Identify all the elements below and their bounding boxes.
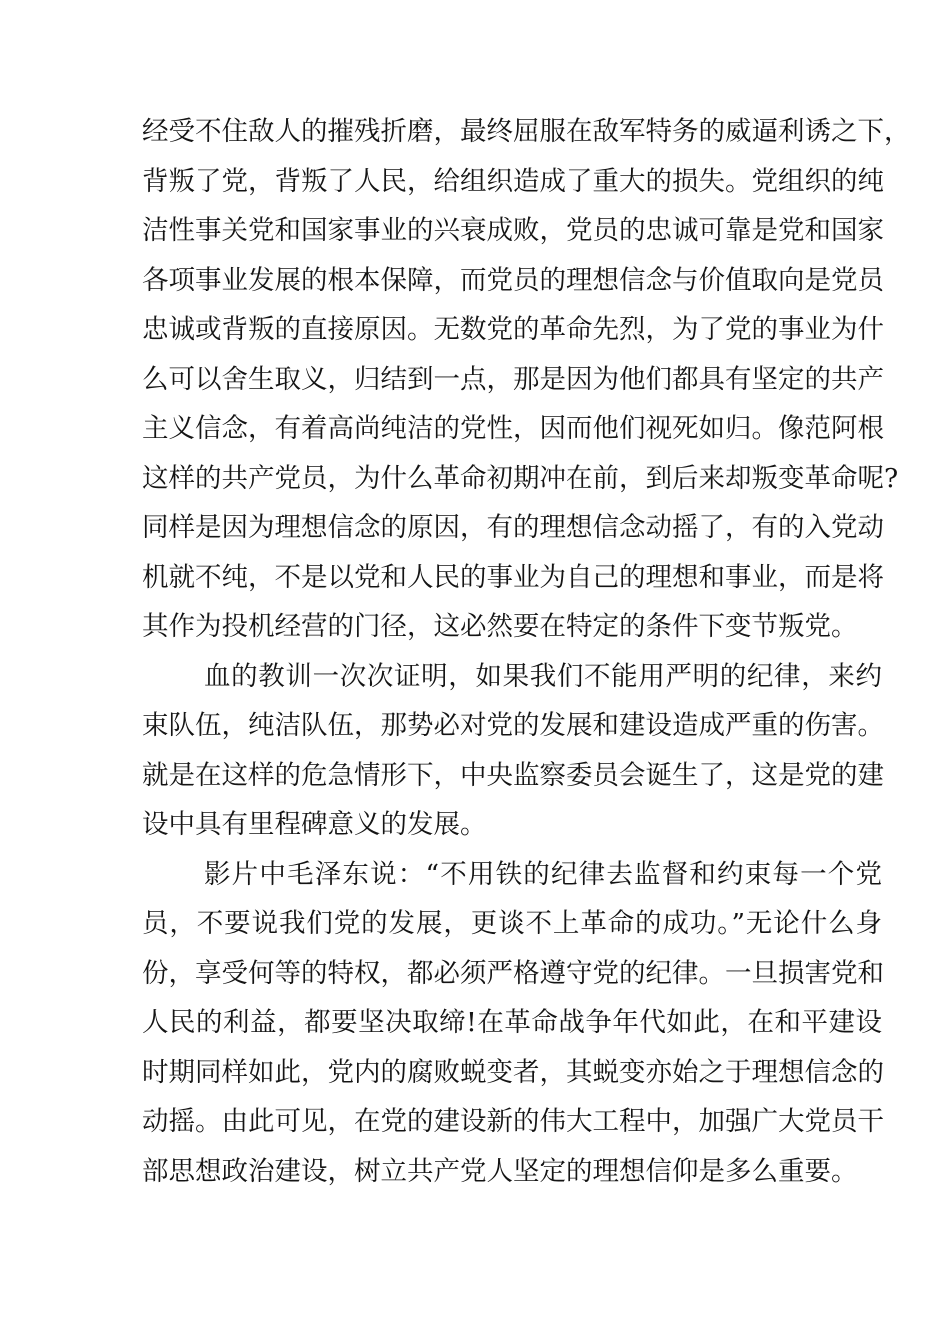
paragraph-1 (142, 107, 911, 652)
text-line: 忠诚或背叛的直接原因。无数党的革命先烈，为了党的事业为什 (142, 314, 884, 345)
text-line: 血的教训一次次证明，如果我们不能用严明的纪律，来约 (204, 660, 882, 692)
text-line: 背叛了党，背叛了人民，给组织造成了重大的损失。党组织的纯 (142, 165, 884, 197)
text-line: 么可以舍生取义，归结到一点，那是因为他们都具有坚定的共产 (142, 363, 884, 395)
text-line: 动摇。由此可见，在党的建设新的伟大工程中，加强广大党员干 (142, 1106, 884, 1137)
text-line: 人民的利益，都要坚决取缔!在革命战争年代如此，在和平建设 (142, 1007, 882, 1038)
text-line: 各项事业发展的根本保障，而党员的理想信念与价值取向是党员 (142, 264, 884, 296)
text-line: 部思想政治建设，树立共产党人坚定的理想信仰是多么重要。 (142, 1155, 858, 1187)
paragraph-2 (142, 652, 882, 850)
text-line: 影片中毛泽东说：“不用铁的纪律去监督和约束每一个党 (204, 858, 882, 890)
body-text (142, 107, 911, 1196)
text-line: 主义信念，有着高尚纯洁的党性，因而他们视死如归。像范阿根 (142, 413, 884, 444)
text-line: 就是在这样的危急情形下，中央监察委员会诞生了，这是党的建 (142, 759, 884, 791)
text-line: 员，不要说我们党的发展，更谈不上革命的成功。”无论什么身 (142, 908, 882, 939)
text-line: 同样是因为理想信念的原因，有的理想信念动摇了，有的入党动 (142, 512, 884, 543)
text-line: 设中具有里程碑意义的发展。 (142, 809, 487, 840)
text-line: 洁性事关党和国家事业的兴衰成败，党员的忠诚可靠是党和国家 (142, 215, 884, 246)
text-line: 其作为投机经营的门径，这必然要在特定的条件下变节叛党。 (142, 611, 858, 642)
text-line: 经受不住敌人的摧残折磨，最终屈服在敌军特务的威逼利诱之下， (142, 116, 911, 147)
paragraph-3 (142, 850, 882, 1197)
text-line: 这样的共产党员，为什么革命初期冲在前，到后来却叛变革命呢? (142, 462, 899, 494)
text-line: 份，享受何等的特权，都必须严格遵守党的纪律。一旦损害党和 (142, 957, 884, 989)
text-line: 机就不纯，不是以党和人民的事业为自己的理想和事业，而是将 (142, 561, 884, 593)
text-line: 时期同样如此，党内的腐败蜕变者，其蜕变亦始之于理想信念的 (142, 1056, 884, 1088)
text-line: 束队伍，纯洁队伍，那势必对党的发展和建设造成严重的伤害。 (142, 710, 884, 741)
